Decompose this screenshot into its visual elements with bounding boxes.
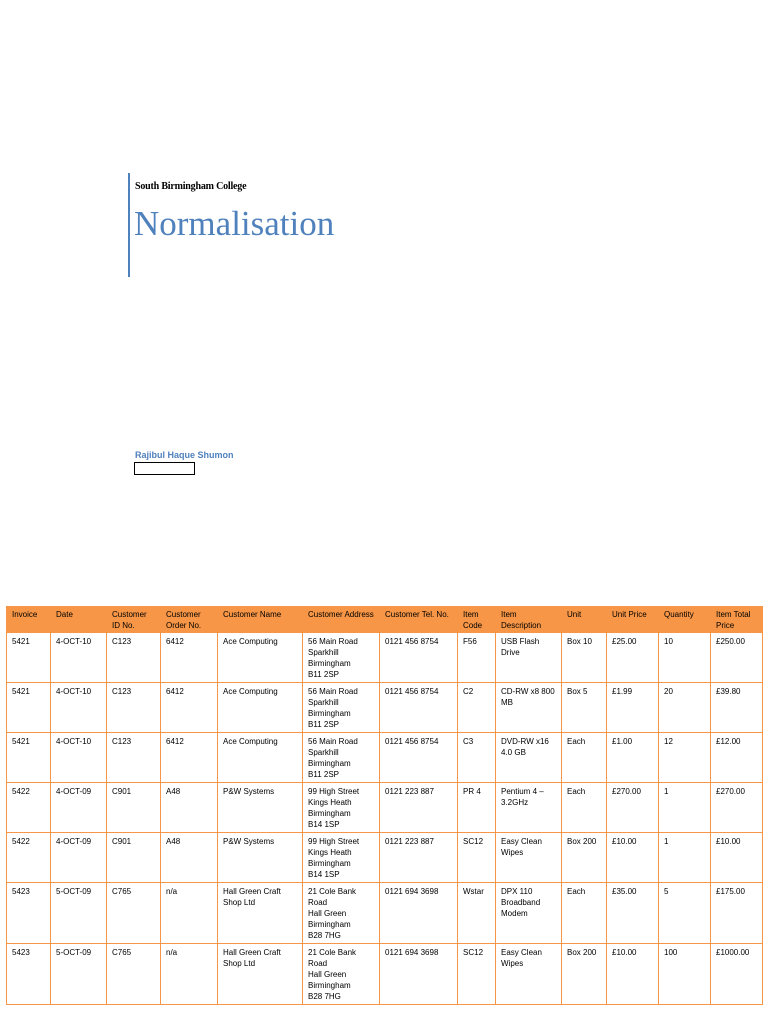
header-invoice: Invoice (7, 607, 51, 633)
cell-customer-tel: 0121 456 8754 (380, 683, 458, 733)
cell-date: 5-OCT-09 (51, 883, 107, 944)
cell-customer-name: Ace Computing (218, 733, 303, 783)
address-line: B28 7HG (308, 931, 341, 940)
header-item-code: Item Code (458, 607, 496, 633)
address-line: Birmingham (308, 759, 351, 768)
cell-customer-tel: 0121 223 887 (380, 783, 458, 833)
cell-item-total: £39.80 (711, 683, 763, 733)
table-row (7, 783, 763, 833)
header-customer-address: Customer Address (303, 607, 380, 633)
cell-order-no: n/a (161, 944, 218, 1005)
date-field (134, 462, 195, 475)
cell-order-no: 6412 (161, 733, 218, 783)
invoice-table (6, 606, 763, 1005)
cell-customer-id: C123 (107, 633, 161, 683)
address-line: B11 2SP (308, 770, 339, 779)
cell-customer-address (303, 944, 380, 1005)
cell-customer-tel: 0121 694 3698 (380, 944, 458, 1005)
cell-item-total: £12.00 (711, 733, 763, 783)
cell-unit-price: £1.00 (607, 733, 659, 783)
cell-order-no: n/a (161, 883, 218, 944)
cell-customer-id: C765 (107, 883, 161, 944)
cell-customer-tel: 0121 456 8754 (380, 633, 458, 683)
cell-unit: Each (562, 783, 607, 833)
address-line: 99 High Street (308, 787, 360, 796)
header-unit-price: Unit Price (607, 607, 659, 633)
address-line: B11 2SP (308, 670, 339, 679)
cell-invoice: 5423 (7, 883, 51, 944)
organization-name: South Birmingham College (135, 181, 247, 192)
cell-unit: Each (562, 733, 607, 783)
cell-unit-price: £35.00 (607, 883, 659, 944)
cell-item-total: £175.00 (711, 883, 763, 944)
document-title: Normalisation (134, 204, 335, 243)
cell-item-description: DPX 110 Broadband Modem (496, 883, 562, 944)
cell-unit: Each (562, 883, 607, 944)
cell-customer-name: P&W Systems (218, 783, 303, 833)
cell-invoice: 5423 (7, 944, 51, 1005)
author-name: Rajibul Haque Shumon (135, 450, 234, 460)
cell-customer-address (303, 733, 380, 783)
address-line: Birmingham (308, 981, 351, 990)
address-line: Birmingham (308, 809, 351, 818)
cell-unit-price: £25.00 (607, 633, 659, 683)
header-item-total: Item Total Price (711, 607, 763, 633)
cell-date: 4-OCT-09 (51, 783, 107, 833)
address-line: B11 2SP (308, 720, 339, 729)
cell-item-description: Easy Clean Wipes (496, 944, 562, 1005)
cell-item-total: £10.00 (711, 833, 763, 883)
cell-unit-price: £270.00 (607, 783, 659, 833)
address-line: Kings Heath (308, 848, 352, 857)
cell-item-description: USB Flash Drive (496, 633, 562, 683)
address-line: Birmingham (308, 659, 351, 668)
cell-order-no: 6412 (161, 633, 218, 683)
address-line: B14 1SP (308, 820, 340, 829)
cell-item-code: SC12 (458, 833, 496, 883)
cell-customer-name: Ace Computing (218, 633, 303, 683)
cell-date: 4-OCT-10 (51, 733, 107, 783)
cell-customer-name: P&W Systems (218, 833, 303, 883)
cell-customer-address (303, 683, 380, 733)
address-line: Birmingham (308, 709, 351, 718)
address-line: Sparkhill (308, 748, 339, 757)
cell-unit: Box 200 (562, 833, 607, 883)
address-line: Sparkhill (308, 648, 339, 657)
cell-invoice: 5421 (7, 733, 51, 783)
cell-customer-address (303, 633, 380, 683)
cell-quantity: 10 (659, 633, 711, 683)
cell-quantity: 1 (659, 833, 711, 883)
cell-quantity: 1 (659, 783, 711, 833)
address-line: B14 1SP (308, 870, 340, 879)
header-unit: Unit (562, 607, 607, 633)
cell-customer-id: C901 (107, 833, 161, 883)
header-customer-tel: Customer Tel. No. (380, 607, 458, 633)
cell-item-total: £250.00 (711, 633, 763, 683)
table-row (7, 683, 763, 733)
cell-item-code: F56 (458, 633, 496, 683)
cell-date: 5-OCT-09 (51, 944, 107, 1005)
cell-unit: Box 200 (562, 944, 607, 1005)
cell-unit: Box 5 (562, 683, 607, 733)
cell-item-code: PR 4 (458, 783, 496, 833)
address-line: 56 Main Road (308, 737, 358, 746)
address-line: B28 7HG (308, 992, 341, 1001)
cell-customer-tel: 0121 694 3698 (380, 883, 458, 944)
address-line: Kings Heath (308, 798, 352, 807)
cell-item-total: £270.00 (711, 783, 763, 833)
cell-order-no: 6412 (161, 683, 218, 733)
cell-invoice: 5422 (7, 783, 51, 833)
cell-invoice: 5422 (7, 833, 51, 883)
cell-quantity: 100 (659, 944, 711, 1005)
cell-customer-address (303, 783, 380, 833)
cell-customer-id: C123 (107, 683, 161, 733)
table-row (7, 633, 763, 683)
cell-item-description: Easy Clean Wipes (496, 833, 562, 883)
address-line: Birmingham (308, 920, 351, 929)
cell-quantity: 5 (659, 883, 711, 944)
cell-unit: Box 10 (562, 633, 607, 683)
cell-quantity: 12 (659, 733, 711, 783)
cell-customer-id: C765 (107, 944, 161, 1005)
cell-item-code: SC12 (458, 944, 496, 1005)
cell-date: 4-OCT-09 (51, 833, 107, 883)
cell-item-description: Pentium 4 – 3.2GHz (496, 783, 562, 833)
cell-unit-price: £10.00 (607, 944, 659, 1005)
cell-customer-id: C901 (107, 783, 161, 833)
address-line: Sparkhill (308, 698, 339, 707)
cell-order-no: A48 (161, 783, 218, 833)
cell-customer-name: Ace Computing (218, 683, 303, 733)
cell-customer-tel: 0121 223 887 (380, 833, 458, 883)
cell-customer-tel: 0121 456 8754 (380, 733, 458, 783)
cell-item-code: C3 (458, 733, 496, 783)
cell-customer-id: C123 (107, 733, 161, 783)
cell-date: 4-OCT-10 (51, 633, 107, 683)
table-header-row (7, 607, 763, 633)
cell-customer-name: Hall Green Craft Shop Ltd (218, 883, 303, 944)
address-line: 99 High Street (308, 837, 360, 846)
cell-date: 4-OCT-10 (51, 683, 107, 733)
header-quantity: Quantity (659, 607, 711, 633)
header-customer-order: Customer Order No. (161, 607, 218, 633)
table-row (7, 733, 763, 783)
cell-invoice: 5421 (7, 633, 51, 683)
cell-item-description: CD-RW x8 800 MB (496, 683, 562, 733)
table-row (7, 944, 763, 1005)
address-line: 56 Main Road (308, 637, 358, 646)
cover-accent-bar (128, 173, 130, 277)
address-line: Hall Green (308, 909, 347, 918)
cell-customer-address (303, 883, 380, 944)
header-customer-id: Customer ID No. (107, 607, 161, 633)
cell-item-total: £1000.00 (711, 944, 763, 1005)
cell-customer-address (303, 833, 380, 883)
address-line: 21 Cole Bank Road (308, 948, 357, 968)
cell-unit-price: £10.00 (607, 833, 659, 883)
cell-customer-name: Hall Green Craft Shop Ltd (218, 944, 303, 1005)
header-customer-name: Customer Name (218, 607, 303, 633)
header-date: Date (51, 607, 107, 633)
cell-order-no: A48 (161, 833, 218, 883)
cell-item-code: Wstar (458, 883, 496, 944)
table-row (7, 883, 763, 944)
header-item-description: Item Description (496, 607, 562, 633)
cell-item-description: DVD-RW x16 4.0 GB (496, 733, 562, 783)
address-line: Hall Green (308, 970, 347, 979)
cell-quantity: 20 (659, 683, 711, 733)
cell-unit-price: £1.99 (607, 683, 659, 733)
cell-invoice: 5421 (7, 683, 51, 733)
address-line: 21 Cole Bank Road (308, 887, 357, 907)
address-line: 56 Main Road (308, 687, 358, 696)
cell-item-code: C2 (458, 683, 496, 733)
address-line: Birmingham (308, 859, 351, 868)
table-row (7, 833, 763, 883)
